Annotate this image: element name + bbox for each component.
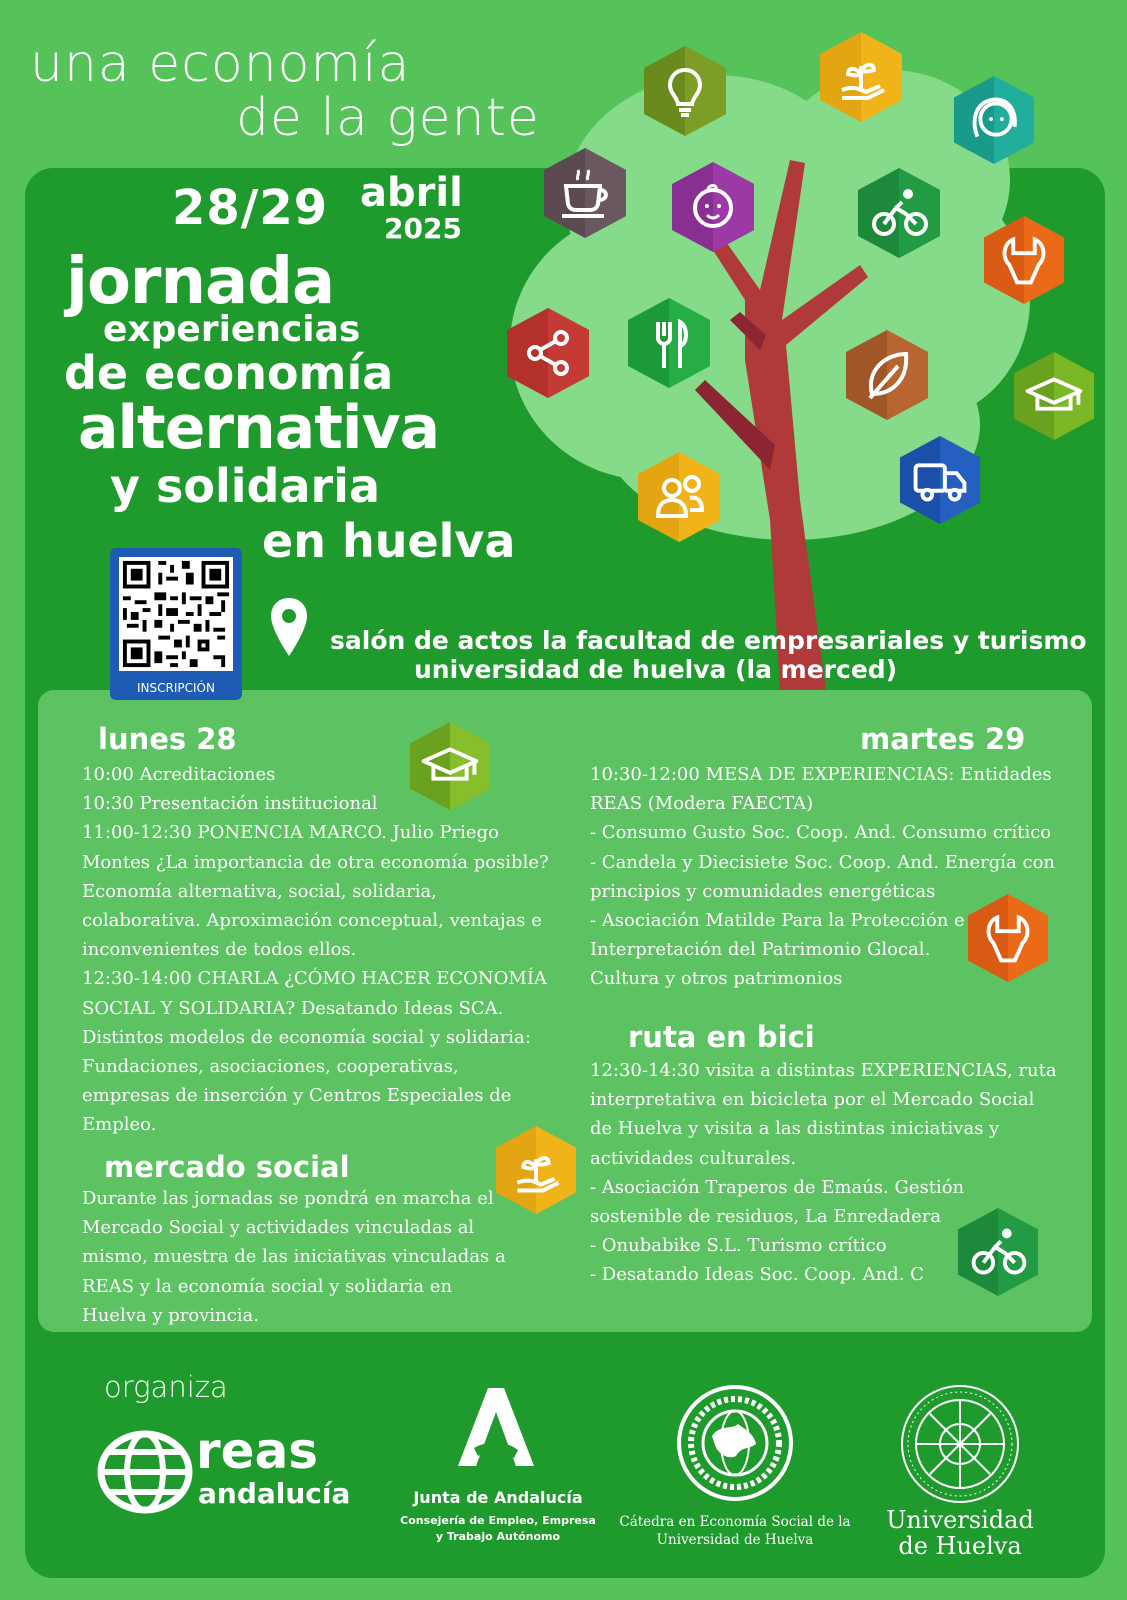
catedra-line-2: Universidad de Huelva <box>656 1532 814 1548</box>
people-icon <box>636 450 722 544</box>
junta-andalucia-logo-icon <box>454 1384 536 1470</box>
bike-title: ruta en bici <box>628 1020 815 1054</box>
qr-code <box>119 557 233 671</box>
venue-line-1: salón de actos la facultad de empresariales y turismo <box>330 626 1087 655</box>
share-icon <box>505 306 591 400</box>
schedule-item: - Desatando Ideas Soc. Coop. And. C <box>590 1264 924 1286</box>
monday-schedule <box>82 760 552 1140</box>
market-text: Durante las jornadas se pondrá en marcha el Mercado Social y actividades vinculadas al mismo, muestra de las iniciativas vinculadas a REAS y la economía social y solidaria en Huelva y provincia. <box>82 1188 506 1326</box>
registration-qr[interactable] <box>110 548 242 700</box>
tuesday-schedule <box>590 760 1060 994</box>
junta-name: Junta de Andalucía <box>413 1488 583 1507</box>
leaf-icon <box>844 328 930 422</box>
monday-title: lunes 28 <box>98 722 237 756</box>
title-solidaria: y solidaria <box>110 459 380 513</box>
wrench-icon <box>982 214 1066 306</box>
university-line-1: Universidad <box>886 1506 1034 1534</box>
schedule-item: - Asociación Matilde Para la Protección e Interpretación del Patrimonio Glocal. Cultura y otros patrimonios <box>590 910 965 990</box>
schedule-item: 12:30-14:00 CHARLA ¿CÓMO HACER ECONOMÍA SOCIAL Y SOLIDARIA? Desatando Ideas SCA. Distintos modelos de economía social y solidaria: Fundaciones, asociaciones, cooperativas, empresas de inserción y Centros Especiales de Empleo. <box>82 968 547 1136</box>
schedule-item: - Consumo Gusto Soc. Coop. And. Consumo crítico <box>590 822 1052 844</box>
location-pin-icon <box>268 596 310 658</box>
schedule-item: 10:30-12:00 MESA DE EXPERIENCIAS: Entidades REAS (Modera FAECTA) <box>590 764 1052 815</box>
bike-schedule <box>590 1056 1060 1290</box>
cutlery-icon <box>626 296 712 390</box>
cyclist-icon <box>856 166 942 260</box>
schedule-item: 11:00-12:30 PONENCIA MARCO. Julio Priego Montes ¿La importancia de otra economía posible? Economía alternativa, social, solidaria, colaborativa. Aproximación conceptual, ventajas e inconvenientes de todos ellos. <box>82 822 549 961</box>
schedule-item: - Asociación Traperos de Emaús. Gestión sostenible de residuos, La Enredadera <box>590 1176 965 1228</box>
junta-dept-line-1: Consejería de Empleo, Empresa <box>400 1514 596 1527</box>
venue-line-2: universidad de huelva (la merced) <box>414 655 898 684</box>
tagline-line-1: una economía <box>30 34 411 94</box>
reas-name: reas <box>196 1422 319 1480</box>
event-month: abril <box>360 170 463 216</box>
university-line-2: de Huelva <box>898 1532 1022 1560</box>
title-alternativa: alternativa <box>78 393 440 463</box>
tuesday-title: martes 29 <box>860 722 1026 756</box>
market-title: mercado social <box>104 1150 350 1184</box>
plant-hand-icon <box>818 30 904 124</box>
catedra-line-1: Cátedra en Economía Social de la <box>619 1514 851 1530</box>
delivery-truck-icon <box>898 434 982 526</box>
qr-label: INSCRIPCIÓN <box>137 681 215 695</box>
schedule-item: - Onubabike S.L. Turismo crítico <box>590 1235 887 1257</box>
schedule-item: - Candela y Diecisiete Soc. Coop. And. Energía con principios y comunidades energéticas <box>590 851 1056 902</box>
tagline-line-2: de la gente <box>236 88 540 148</box>
graduation-cap-icon <box>1012 350 1096 442</box>
title-jornada: jornada <box>66 245 335 319</box>
title-huelva: en huelva <box>262 514 516 568</box>
schedule-item: 10:30 Presentación institucional <box>82 793 378 815</box>
catedra-seal-icon <box>676 1384 794 1502</box>
schedule-item: 10:00 Acreditaciones <box>82 764 276 785</box>
schedule-item: 12:30-14:30 visita a distintas EXPERIENCIAS, ruta interpretativa en bicicleta por el Mercado Social de Huelva y visita a las distintas iniciativas y actividades culturales. <box>590 1060 1057 1169</box>
lightbulb-icon <box>642 44 728 138</box>
reas-globe-icon <box>96 1428 194 1516</box>
coffee-cup-icon <box>542 146 628 240</box>
organizers-label: organiza <box>104 1370 228 1404</box>
junta-dept-line-2: y Trabajo Autónomo <box>435 1530 561 1543</box>
woman-face-icon <box>952 74 1036 166</box>
title-economia: de economía <box>64 346 394 400</box>
baby-face-icon <box>670 160 756 254</box>
university-seal-icon <box>898 1382 1022 1506</box>
event-days: 28/29 <box>172 180 329 236</box>
event-year: 2025 <box>384 212 462 245</box>
title-experiencias: experiencias <box>103 309 361 350</box>
reas-region: andalucía <box>198 1477 351 1510</box>
